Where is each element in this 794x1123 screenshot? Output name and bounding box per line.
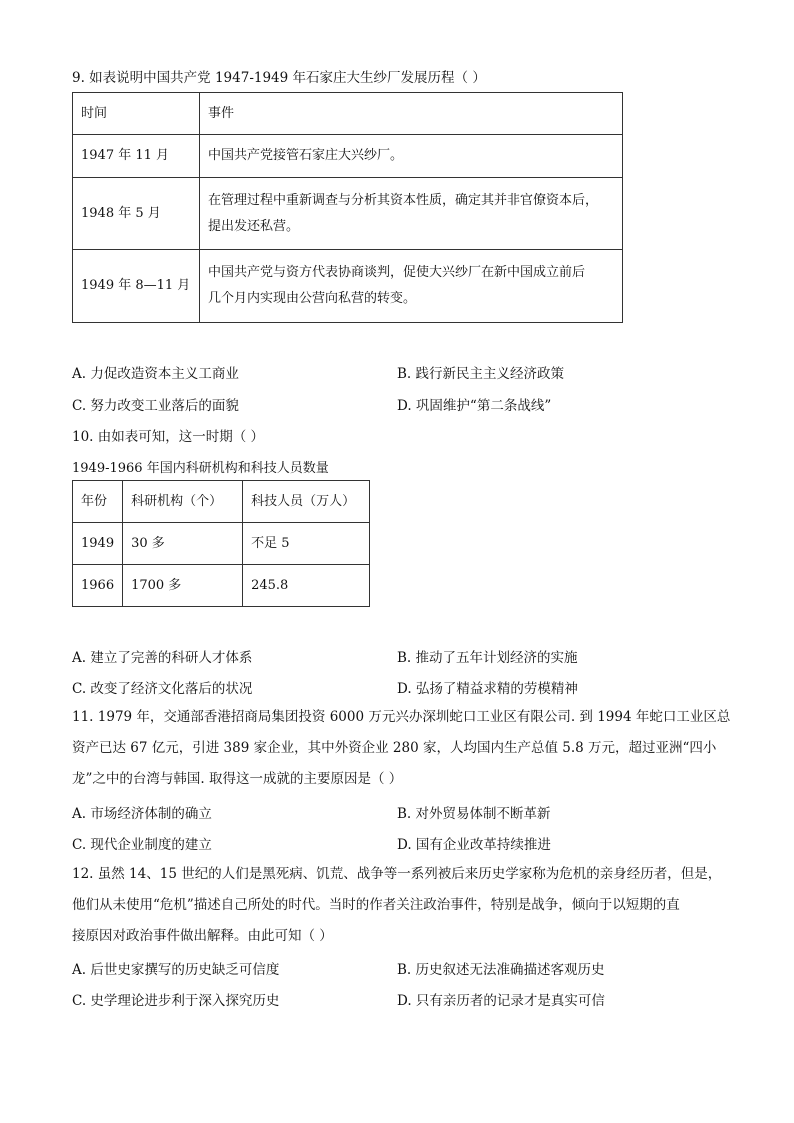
- q11-stem: [72, 702, 732, 795]
- q10-option-a[interactable]: A. 建立了完善的科研人才体系: [72, 650, 253, 666]
- q9-option-c[interactable]: C. 努力改变工业落后的面貌: [72, 398, 239, 414]
- table-row: [73, 178, 623, 250]
- q10-cell: 30 多: [123, 523, 243, 565]
- q10-table-caption: 1949-1966 年国内科研机构和科技人员数量: [72, 461, 329, 476]
- q12-stem-line: 他们从未使用“危机”描述自己所处的时代。当时的作者关注政治事件，特别是战争，倾向于以短期的直: [72, 897, 680, 913]
- q11-stem-line: 资产已达 67 亿元，引进 389 家企业，其中外资企业 280 家，人均国内生产总值 5.8 万元，超过亚洲“四小: [72, 740, 717, 756]
- q9-header-event: 事件: [200, 93, 623, 135]
- q10-table: [72, 480, 370, 607]
- q9-cell-line: 提出发还私营。: [208, 218, 300, 234]
- q9-cell-line: 中国共产党与资方代表协商谈判，促使大兴纱厂在新中国成立前后: [208, 265, 586, 280]
- q9-cell-line: 在管理过程中重新调查与分析其资本性质，确定其并非官僚资本后，: [208, 192, 599, 208]
- q10-header-year: 年份: [73, 481, 123, 523]
- table-row: [73, 250, 623, 323]
- q11-option-d[interactable]: D. 国有企业改革持续推进: [397, 837, 551, 853]
- table-row: [73, 523, 370, 565]
- q9-option-d[interactable]: D. 巩固维护“第二条战线”: [397, 398, 552, 414]
- q12-stem-line: 12. 虽然 14、15 世纪的人们是黑死病、饥荒、战争等一系列被后来历史学家称为危机的亲身经历者，但是，: [72, 866, 722, 882]
- q9-cell: 1948 年 5 月: [73, 178, 200, 250]
- q9-option-b[interactable]: B. 践行新民主主义经济政策: [397, 366, 565, 382]
- q9-cell: 中国共产党接管石家庄大兴纱厂。: [200, 135, 623, 178]
- q10-header-personnel: 科技人员（万人）: [243, 481, 370, 523]
- table-row: [73, 565, 370, 607]
- q10-cell: 1966: [73, 565, 123, 607]
- q9-cell: 1949 年 8—11 月: [73, 250, 200, 323]
- q12-stem: [72, 859, 732, 952]
- q9-header-time: 时间: [73, 93, 200, 135]
- q11-option-a[interactable]: A. 市场经济体制的确立: [72, 806, 212, 822]
- q10-cell: 1700 多: [123, 565, 243, 607]
- q12-option-a[interactable]: A. 后世史家撰写的历史缺乏可信度: [72, 962, 280, 978]
- q10-cell: 245.8: [243, 565, 370, 607]
- q12-option-b[interactable]: B. 历史叙述无法准确描述客观历史: [397, 962, 605, 978]
- q9-table: [72, 92, 623, 323]
- q11-option-c[interactable]: C. 现代企业制度的建立: [72, 837, 212, 853]
- q12-option-d[interactable]: D. 只有亲历者的记录才是真实可信: [397, 993, 605, 1009]
- q12-option-c[interactable]: C. 史学理论进步利于深入探究历史: [72, 993, 280, 1009]
- q10-option-b[interactable]: B. 推动了五年计划经济的实施: [397, 650, 578, 666]
- q11-stem-line: 龙”之中的台湾与韩国. 取得这一成就的主要原因是（ ）: [72, 771, 403, 787]
- q9-option-a[interactable]: A. 力促改造资本主义工商业: [72, 366, 239, 382]
- q10-stem: 10. 由如表可知，这一时期（ ）: [72, 429, 265, 445]
- q12-stem-line: 接原因对政治事件做出解释。由此可知（ ）: [72, 928, 333, 944]
- q9-cell: [200, 178, 623, 250]
- q11-option-b[interactable]: B. 对外贸易体制不断革新: [397, 806, 551, 822]
- q11-stem-line: 11. 1979 年，交通部香港招商局集团投资 6000 万元兴办深圳蛇口工业区有限公司. 到 1994 年蛇口工业区总: [72, 709, 731, 725]
- table-row: [73, 135, 623, 178]
- q9-stem: 9. 如表说明中国共产党 1947-1949 年石家庄大生纱厂发展历程（ ）: [72, 70, 486, 86]
- q10-option-d[interactable]: D. 弘扬了精益求精的劳模精神: [397, 681, 578, 697]
- q10-header-institutions: 科研机构（个）: [123, 481, 243, 523]
- q9-cell: [200, 250, 623, 323]
- q9-cell: 1947 年 11 月: [73, 135, 200, 178]
- q10-cell: 1949: [73, 523, 123, 565]
- q10-cell: 不足 5: [243, 523, 370, 565]
- q10-option-c[interactable]: C. 改变了经济文化落后的状况: [72, 681, 253, 697]
- q9-cell-line: 几个月内实现由公营向私营的转变。: [208, 291, 417, 306]
